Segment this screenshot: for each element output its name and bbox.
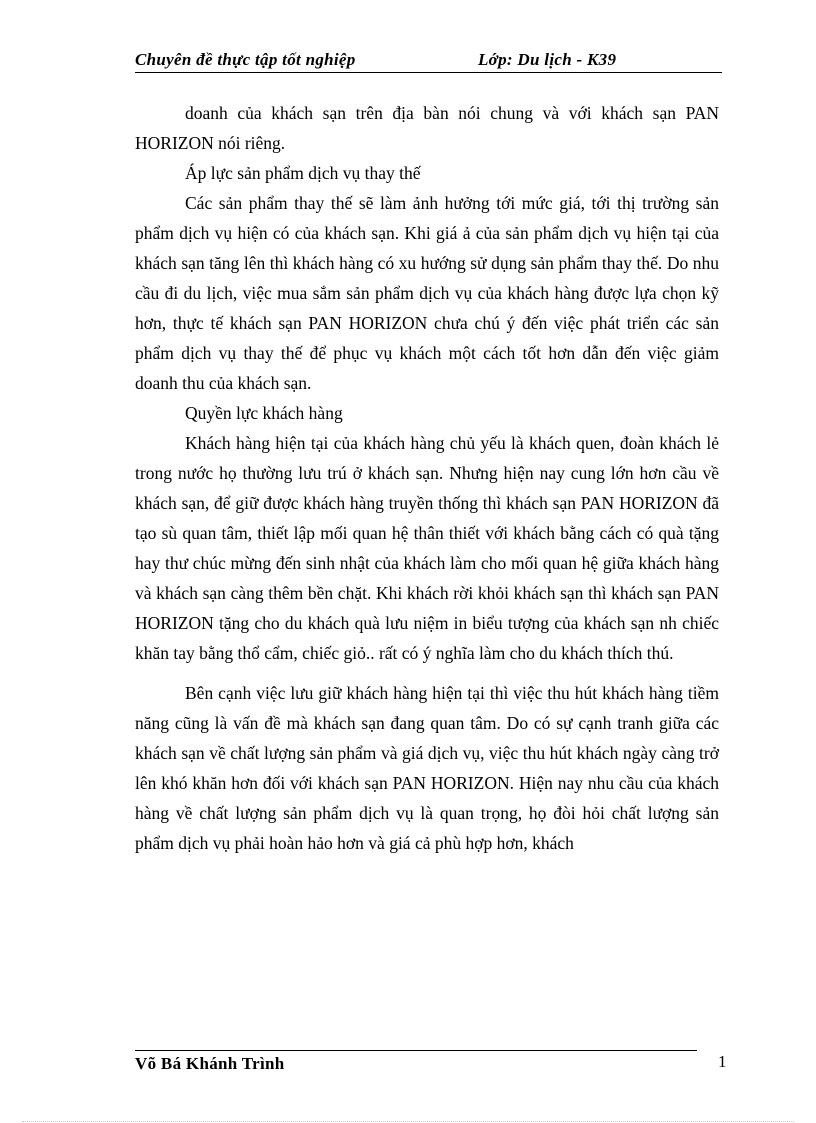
header-class-label: Lớp: Du lịch - K39 xyxy=(478,50,617,69)
document-body xyxy=(135,98,719,858)
paragraph-substitute: Các sản phẩm thay thế sẽ làm ảnh hưởng tới mức giá, tới thị trường sản phẩm dịch vụ hiện có của khách sạn. Khi giá ả của sản phẩm dịch vụ hiện tại của khách sạn tăng lên thì khách hàng có xu hướng sử dụng sản phẩm thay thế. Do nhu cầu đi du lịch, việc mua sắm sản phẩm dịch vụ của khách hàng được lựa chọn kỹ hơn, thực tế khách sạn PAN HORIZON chưa chú ý đến việc phát triển các sản phẩm dịch vụ thay thế để phục vụ khách một cách tốt hơn dẫn đến việc giảm doanh thu của khách sạn. xyxy=(135,193,719,393)
page-number: 1 xyxy=(718,1052,727,1071)
paragraph-customer-power: Khách hàng hiện tại của khách hàng chủ yếu là khách quen, đoàn khách lẻ trong nước họ thường lưu trú ở khách sạn. Nhưng hiện nay cung lớn hơn cầu về khách sạn, để giữ được khách hàng truyền thống thì khách sạn PAN HORIZON đã tạo sù quan tâm, thiết lập mối quan hệ thân thiết với khách bằng cách có quà tặng hay thư chúc mừng đến sinh nhật của khách làm cho mối quan hệ giữa khách hàng và khách sạn càng thêm bền chặt. Khi khách rời khỏi khách sạn thì khách sạn PAN HORIZON tặng cho du khách quà lưu niệm in biểu tượng của khách sạn nh chiếc khăn tay bằng thổ cẩm, chiếc giỏ.. rất có ý nghĩa làm cho du khách thích thú. xyxy=(135,433,719,663)
paragraph-continuation: doanh của khách sạn trên địa bàn nói chung và với khách sạn PAN HORIZON nói riêng. xyxy=(135,103,719,153)
header-course-title: Chuyên đề thực tập tốt nghiệp xyxy=(135,50,356,69)
heading-customer-power: Quyền lực khách hàng xyxy=(185,403,343,423)
page-edge-divider xyxy=(22,1121,794,1122)
footer-divider xyxy=(135,1050,697,1051)
heading-substitute-pressure: Áp lực sản phẩm dịch vụ thay thế xyxy=(185,163,421,183)
footer-author: Võ Bá Khánh Trình xyxy=(135,1054,285,1073)
page-header xyxy=(135,48,722,73)
paragraph-potential-customers: Bên cạnh việc lưu giữ khách hàng hiện tại thì việc thu hút khách hàng tiềm năng cũng là vấn đề mà khách sạn đang quan tâm. Do có sự cạnh tranh giữa các khách sạn về chất lượng sản phẩm và giá dịch vụ, việc thu hút khách ngày càng trở lên khó khăn hơn đối với khách sạn PAN HORIZON. Hiện nay nhu cầu của khách hàng về chất lượng sản phẩm dịch vụ là quan trọng, họ đòi hỏi chất lượng sản phẩm dịch vụ phải hoàn hảo hơn và giá cả phù hợp hơn, khách xyxy=(135,683,719,853)
